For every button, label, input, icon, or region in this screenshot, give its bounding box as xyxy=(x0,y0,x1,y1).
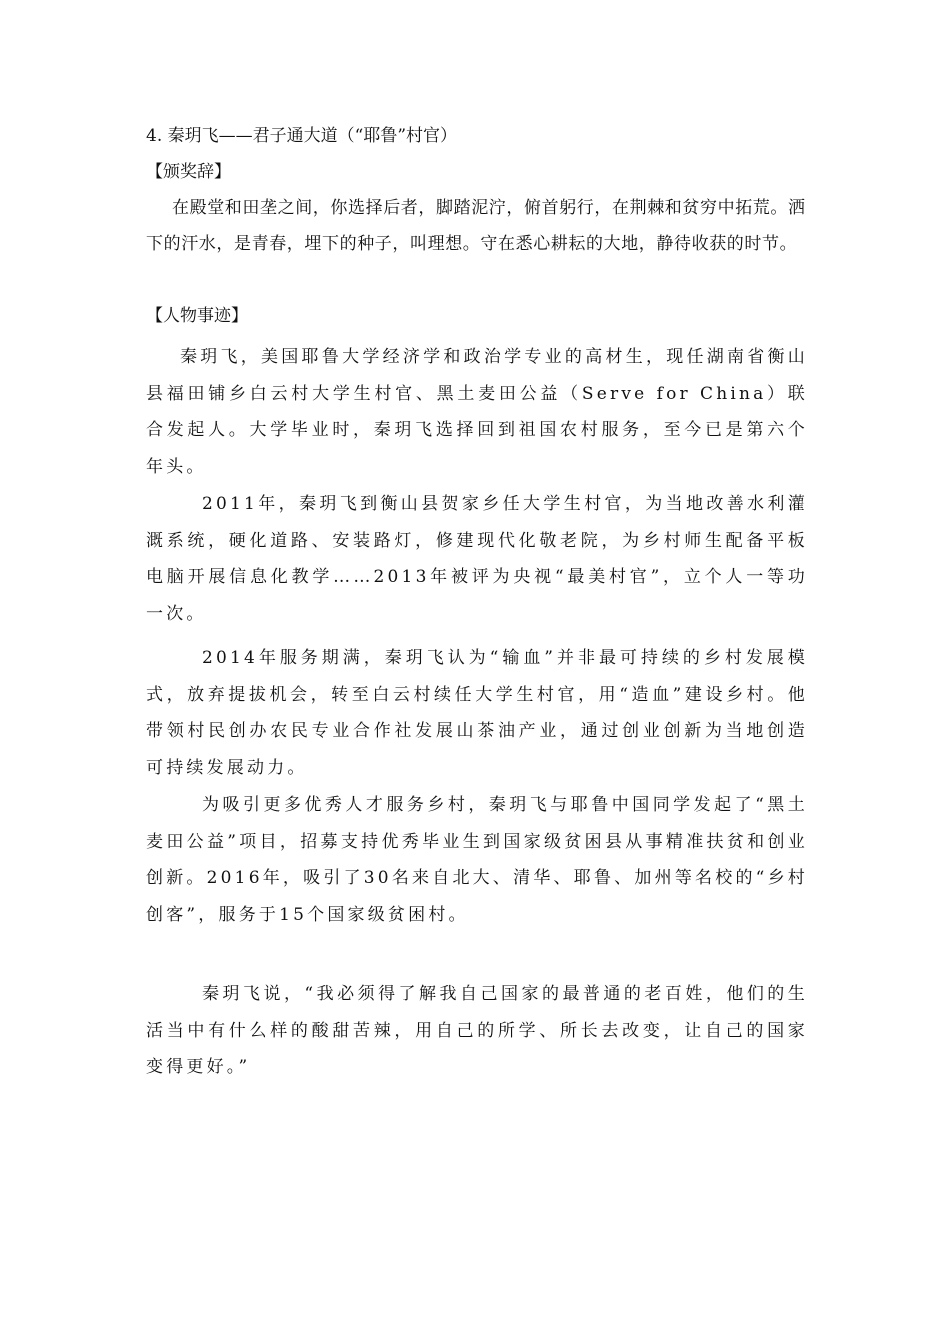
story-paragraph: 秦玥飞，美国耶鲁大学经济学和政治学专业的高材生，现任湖南省衡山县福田铺乡白云村大学生村官、黑土麦田公益（Serve for China）联合发起人。大学毕业时，秦玥飞选择回到祖国农村服务，至今已是第六个年头。 xyxy=(146,347,808,477)
document-heading: 4. 秦玥飞——君子通大道（“耶鲁”村官） xyxy=(146,126,458,146)
deeds-section-label: 【人物事迹】 xyxy=(146,306,248,326)
award-text: 在殿堂和田垄之间，你选择后者，脚踏泥泞，俯首躬行，在荆棘和贫穷中拓荒。洒下的汗水，是青春，埋下的种子，叫理想。守在悉心耕耘的大地，静待收获的时节。 xyxy=(146,198,806,254)
story-paragraph: 秦玥飞说，“我必须得了解我自己国家的最普通的老百姓，他们的生活当中有什么样的酸甜苦辣，用自己的所学、所长去改变，让自己的国家变得更好。” xyxy=(146,984,808,1077)
story-paragraph: 2011年，秦玥飞到衡山县贺家乡任大学生村官，为当地改善水利灌溉系统，硬化道路、安装路灯，修建现代化敬老院，为乡村师生配备平板电脑开展信息化教学……2013年被评为央视“最美村官”，立个人一等功一次。 xyxy=(146,494,808,624)
story-paragraph: 为吸引更多优秀人才服务乡村，秦玥飞与耶鲁中国同学发起了“黑土麦田公益”项目，招募支持优秀毕业生到国家级贫困县从事精准扶贫和创业创新。2016年，吸引了30名来自北大、清华、耶鲁、加州等名校的“乡村创客”，服务于15个国家级贫困村。 xyxy=(146,795,808,925)
award-section-label: 【颁奖辞】 xyxy=(146,162,231,182)
story-paragraph: 2014年服务期满，秦玥飞认为“输血”并非最可持续的乡村发展模式，放弃提拔机会，转至白云村续任大学生村官，用“造血”建设乡村。他带领村民创办农民专业合作社发展山茶油产业，通过创业创新为当地创造可持续发展动力。 xyxy=(146,648,808,778)
